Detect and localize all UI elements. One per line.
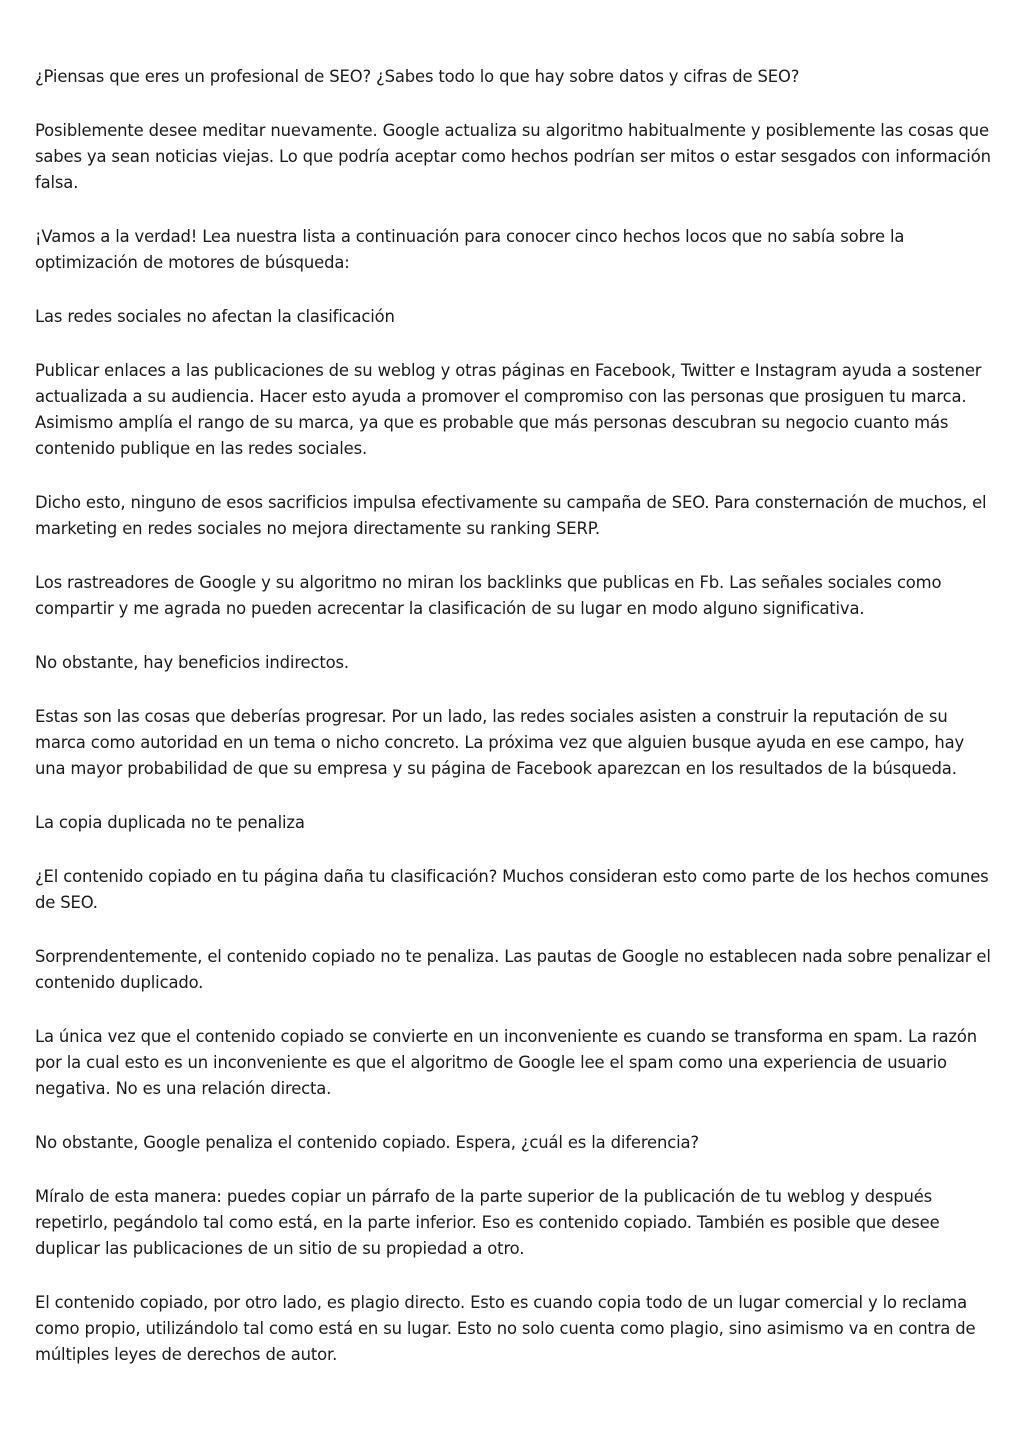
paragraph-social-links: Publicar enlaces a las publicaciones de su weblog y otras páginas en Facebook, Twitter e Instagram ayuda a sostener actualizada a su audiencia. Hacer esto ayuda a promover el compromiso con las personas que prosiguen tu marca. Asimismo amplía el rango de su marca, ya que es probable que más personas descubran su negocio cuanto más contenido publique en las redes sociales. [35,361,982,458]
paragraph-no-penalty: Sorprendentemente, el contenido copiado no te penaliza. Las pautas de Google no establecen nada sobre penalizar el contenido duplicado. [35,947,991,992]
paragraph-example: Míralo de esta manera: puedes copiar un párrafo de la parte superior de la publicación de tu weblog y después repetirlo, pegándolo tal como está, en la parte inferior. Eso es contenido copiado. También es posible que desee duplicar las publicaciones de un sitio de su propiedad a otro. [35,1187,940,1258]
document-body [35,64,995,1396]
paragraph-list-intro: ¡Vamos a la verdad! Lea nuestra lista a continuación para conocer cinco hechos locos que no sabía sobre la optimización de motores de búsqueda: [35,227,905,272]
paragraph-social-no-seo: Dicho esto, ninguno de esos sacrificios impulsa efectivamente su campaña de SEO. Para consternación de muchos, el marketing en redes sociales no mejora directamente su ranking SERP. [35,493,987,538]
section-heading-social-media: Las redes sociales no afectan la clasificación [35,307,395,326]
paragraph-algorithm-updates: Posiblemente desee meditar nuevamente. Google actualiza su algoritmo habitualmente y posiblemente las cosas que sabes ya sean noticias viejas. Lo que podría aceptar como hechos podrían ser mitos o estar sesgados con información falsa. [35,121,991,192]
paragraph-copied-content-question: ¿El contenido copiado en tu página daña tu clasificación? Muchos consideran esto como parte de los hechos comunes de SEO. [35,867,989,912]
paragraph-crawlers: Los rastreadores de Google y su algoritmo no miran los backlinks que publicas en Fb. Las señales sociales como compartir y me agrada no pueden acrecentar la clasificación de su lugar en modo alguno significativa. [35,573,942,618]
paragraph-spam: La única vez que el contenido copiado se convierte en un inconveniente es cuando se transforma en spam. La razón por la cual esto es un inconveniente es que el algoritmo de Google lee el spam como una experiencia de usuario negativa. No es una relación directa. [35,1027,977,1098]
section-heading-duplicate-copy: La copia duplicada no te penaliza [35,813,305,832]
paragraph-plagiarism: El contenido copiado, por otro lado, es plagio directo. Esto es cuando copia todo de un lugar comercial y lo reclama como propio, utilizándolo tal como está en su lugar. Esto no solo cuenta como plagio, sino asimismo va en contra de múltiples leyes de derechos de autor. [35,1293,976,1364]
paragraph-intro-question: ¿Piensas que eres un profesional de SEO? ¿Sabes todo lo que hay sobre datos y cifras de SEO? [35,67,800,86]
paragraph-indirect-benefits: No obstante, hay beneficios indirectos. [35,653,349,672]
paragraph-reputation: Estas son las cosas que deberías progresar. Por un lado, las redes sociales asisten a construir la reputación de su marca como autoridad en un tema o nicho concreto. La próxima vez que alguien busque ayuda en ese campo, hay una mayor probabilidad de que su empresa y su página de Facebook aparezcan en los resultados de la búsqueda. [35,707,965,778]
paragraph-difference: No obstante, Google penaliza el contenido copiado. Espera, ¿cuál es la diferencia? [35,1133,699,1152]
